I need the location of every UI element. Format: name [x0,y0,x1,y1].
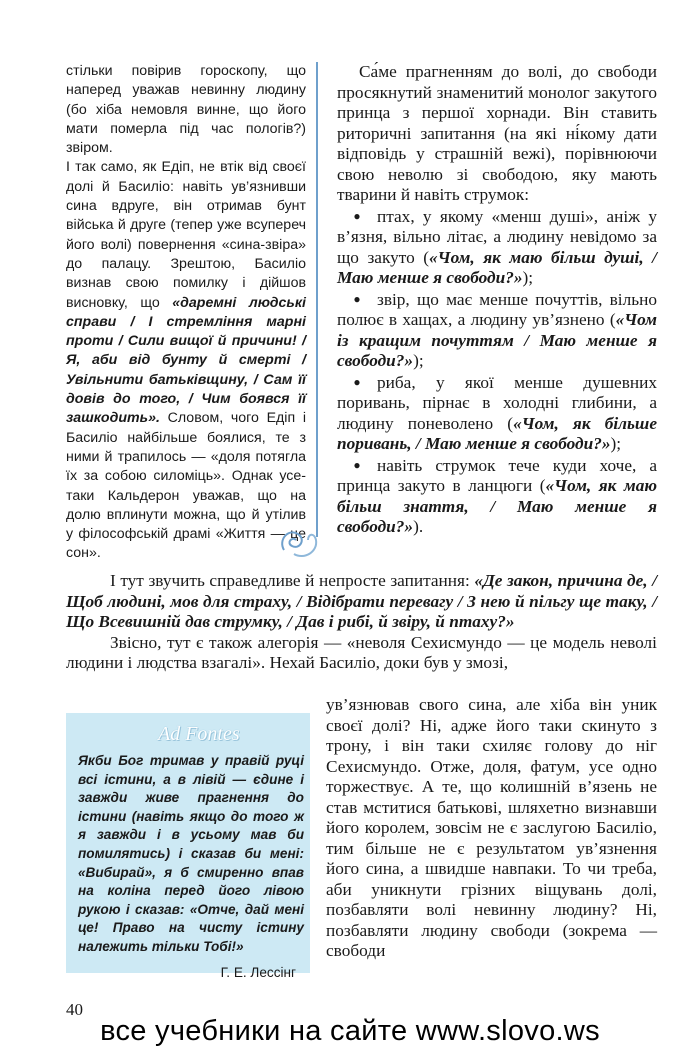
main-text-continued [326,695,657,962]
bullet-quote: «Чом із кращим почуттям / Маю менше я свободи?» [337,310,657,370]
bullet-tail: ). [413,517,424,536]
page-number: 40 [66,1000,83,1019]
sidebar-text-column [66,62,306,564]
bullet-tail: ); [522,268,534,287]
sidebar-paragraph: стільки повірив гороскопу, що наперед уважав невинну людину (бо хіба немовля винне, що його мати померла під час пологів?) звіром. [66,63,306,157]
wide-quote: «Де закон, причина де, / Щоб людині, мов для страху, / Відібрати перевагу / З нею й пільгу ще таку, / Що Всевишній дав струмку, / Дав і рибі, й звіру, й птаху?» [66,571,657,631]
footer-watermark-text: все учебники на сайте www.slovo.ws [100,1015,600,1047]
main-paragraph: ув’язнював свого сина, але хіба він уник своєї долі? Ні, адже його таки скинуто з трону, і він таки схиляє голову до ніг Сехисмундо. Отже, доля, фатум, усе одно торжествує. А те, що колишній в’язень не став мститися батькові, шляхетно визнавши його королем, зовсім не є заслугою Басиліо, тим більше не є результатом ув’язнення його сина, а швидше навпаки. То чи треба, аби уникнути грізних віщувань долі, позбавляти волі невинну людину? Ні, позбавляти людину свободи (зокрема — свободи [326,695,657,960]
bullet-tail: ); [610,434,622,453]
sidebar-divider-line [316,62,318,537]
bullet-item [337,289,657,372]
main-text-column [337,62,657,538]
bullet-dot-icon: ● [353,374,361,389]
bullet-dot-icon: ● [353,291,361,306]
wide-paragraph [66,571,657,633]
bullet-item [337,455,657,538]
main-paragraph: Са́ме прагненням до волі, до свободи просякнутий знаменитий монолог закутого принца з першої хорнади. Він ставить риторичні запитання (на які ні́кому дати відповідь у страшній вежі), порівнюючи свою неволю зі свободою, яку мають тварини й навіть струмок: [337,62,657,204]
bullet-quote: «Чом, як більше поривань, / Маю менше я свободи?» [337,413,657,453]
bullet-dot-icon: ● [353,208,361,223]
bullet-text: звір, що має менше почуттів, вільно полює в хащах, а людину ув’язнено ( [337,289,657,329]
swirl-ornament-icon [274,520,324,564]
ad-fontes-title: Ad Fontes [158,723,240,745]
bullet-tail: ); [413,351,424,370]
bullet-text: птах, у якому «менш душі», аніж у в’язня, вільно літає, а людину невідомо за що закуто ( [337,206,657,267]
wide-paragraph: Звісно, тут є також алегорія — «неволя Сехисмундо — це модель неволі людини і людства взагалі». Нехай Басиліо, доки був у змозі, [66,632,657,672]
bullet-text: риба, у якої менше душевних поривань, пірнає в холодні глибини, а людину поневолено ( [337,372,657,433]
bullet-item [337,372,657,455]
bullet-text: навіть струмок тече куди хоче, а принца закуто в ланцюги ( [337,455,657,495]
sidebar-text: Словом, чого Едіп і Басиліо найбільше боялися, те з ними й трапилось — «доля потягла їх за собою силоміць». Однак усе-таки Кальдерон уважав, що на долю вплинути можна, що й утілив у філософській драмі «Життя — це сон». [66,410,306,562]
bullet-quote: «Чом, як маю більш душі, / Маю менше я свободи?» [337,247,657,287]
wide-text-block [66,571,657,674]
ad-fontes-box [66,713,310,980]
bullet-quote: «Чом, як маю більш знаття, / Маю менше я свободи?» [337,476,658,536]
sidebar-quote: «даремні людські справи / І стремління марні проти / Сили вищої й причини! / Я, аби від бунту й смерті / Увільнити батьківщину, / Сам її довів до того, / Чим боявся її зашкодить». [66,294,306,427]
bullet-item [337,206,657,289]
wide-text: І тут звучить справедливе й непросте запитання: [110,571,475,590]
ad-fontes-quote: Якби Бог тримав у правій руці всі істини, а в лівій — єдине і завжди живе прагнення до істини (навіть якщо до того ж я завжди і в усьому мав би помилятись) і сказав би мені: «Вибирай», я б смиренно впав на коліна перед його лівою рукою і сказав: «Отче, дай мені це! Право на чисту істину належить тільки Тобі!» [78,753,304,954]
sidebar-text: І так само, як Едіп, не втік від своєї долі й Басиліо: навіть ув’язнивши сина вдруге, він отримав бунт війська й друге (тепер уже всупереч його волі) повернення «сина-звіра» до палацу. Зрештою, Басиліо визнав свою помилку і дійшов висновку, що [66,159,306,311]
sidebar-paragraph [66,158,306,563]
bullet-dot-icon: ● [353,457,361,472]
ad-fontes-author: Г. Е. Лессінг [220,964,296,980]
